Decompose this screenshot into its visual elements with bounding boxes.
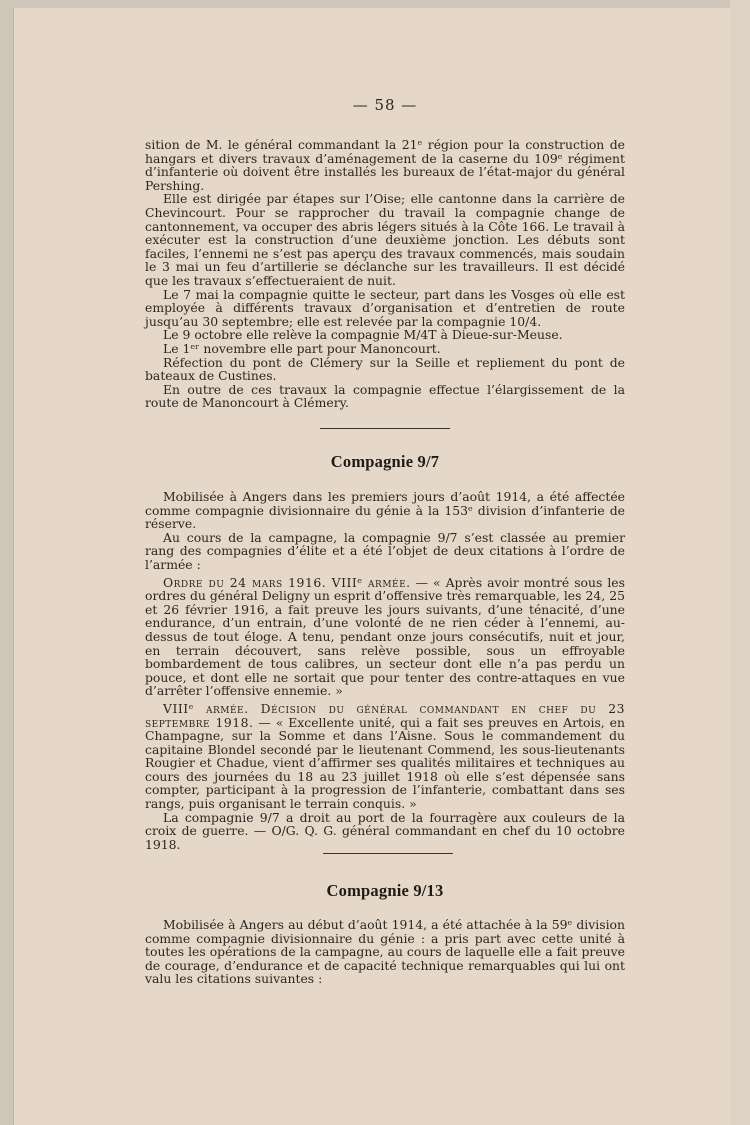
- section-divider: [323, 853, 453, 854]
- citation-text: — « Après avoir montré sous les ordres du général Deligny un esprit d’offensive très remarquable, les 24, 25 et 26 février 1916, a fait preuve les jours suivants, d’une ténacité, d’une endurance, d’un entrain, d’une volonté de ne rien céder à l’ennemi, au-dessus de tout éloge. A tenu, pendant onze jours consécutifs, nuit et jour, en terrain découvert, sans relève possible, sous un effroyable bombardement de tous calibres, un secteur dont elle n’a pas perdu un pouce, et dont elle ne sortait que pour tenter des contre-attaques en vue d’arrêter l’offensive ennemie. »: [145, 574, 625, 699]
- section-9-7: [145, 490, 625, 851]
- citation-paragraph: [145, 576, 625, 698]
- paragraph: sition de M. le général commandant la 21ᵉ région pour la construction de hangars et divers travaux d’aménagement de la caserne du 109ᵉ régiment d’infanterie où doivent être installés les bureaux de l’état-major du général Pershing.: [145, 137, 625, 193]
- citation-text: — « Excellente unité, qui a fait ses preuves en Artois, en Champagne, sur la Somme et dans l’Aisne. Sous le commandement du capitaine Blondel secondé par le lieutenant Commend, les sous-lieutenants Rougier et Chadue, vient d’affirmer ses qualités militaires et techniques au cours des journées du 18 au 23 juillet 1918 où elle s’est dépensée sans compter, participant à la progression de l’infanterie, combattant dans ses rangs, puis organisant le terrain conquis. »: [145, 714, 625, 812]
- section-title-compagnie-9-7: Compagnie 9/7: [330, 452, 440, 471]
- paragraph: Mobilisée à Angers au début d’août 1914, a été attachée à la 59ᵉ division comme compagnie divisionnaire du génie : a pris part avec cette unité à toutes les opérations de la campagne, au cours de laquelle elle a fait preuve de courage, d’endurance et de capacité technique remarquables qui lui ont valu les citations suivantes :: [145, 917, 625, 987]
- section-top: [145, 138, 625, 410]
- paragraph: Mobilisée à Angers dans les premiers jours d’août 1914, a été affectée comme compagnie divisionnaire du génie à la 153ᵉ division d’infanterie de réserve.: [145, 489, 625, 532]
- page-number: — 58 —: [352, 96, 418, 114]
- paragraph: Le 1ᵉʳ novembre elle part pour Manoncourt.: [163, 340, 441, 356]
- paragraph: Réfection du pont de Clémery sur la Seille et repliement du pont de bateaux de Custines.: [145, 354, 625, 384]
- section-9-13: [145, 918, 625, 986]
- citation-heading: VIIIᵉ armée. Décision du général commandant en chef du 23 septembre 1918.: [145, 700, 625, 730]
- paragraph: Elle est dirigée par étapes sur l’Oise; elle cantonne dans la carrière de Chevincourt. Pour se rapprocher du travail la compagnie change de cantonnement, va occuper des abris légers situés à la Côte 166. Le travail à exécuter est la construction d’une deuxième jonction. Les débuts sont faciles, l’ennemi ne s’est pas aperçu des travaux commencés, mais soudain le 3 mai un feu d’artillerie se déclanche sur les travailleurs. Il est décidé que les travaux s’effectueraient de nuit.: [145, 191, 625, 288]
- paragraph: En outre de ces travaux la compagnie effectue l’élargissement de la route de Manoncourt à Clémery.: [145, 381, 625, 411]
- paragraph: Le 7 mai la compagnie quitte le secteur, part dans les Vosges où elle est employée à différents travaux d’organisation et d’entretien de route jusqu’au 30 septembre; elle est relevée par la compagnie 10/4.: [145, 286, 625, 329]
- page-edge: [730, 0, 750, 1125]
- citation-paragraph: [145, 702, 625, 811]
- paragraph: La compagnie 9/7 a droit au port de la fourragère aux couleurs de la croix de guerre. — O/G. Q. G. général commandant en chef du 10 octobre 1918.: [145, 809, 625, 852]
- section-title-compagnie-9-13: Compagnie 9/13: [326, 881, 444, 900]
- paragraph: Le 9 octobre elle relève la compagnie M/4T à Dieue-sur-Meuse.: [163, 327, 563, 343]
- paragraph: Au cours de la campagne, la compagnie 9/7 s’est classée au premier rang des compagnies d’élite et a été l’objet de deux citations à l’ordre de l’armée :: [145, 529, 625, 572]
- section-divider: [320, 428, 450, 429]
- citation-heading: Ordre du 24 mars 1916. VIIIᵉ armée.: [163, 574, 411, 590]
